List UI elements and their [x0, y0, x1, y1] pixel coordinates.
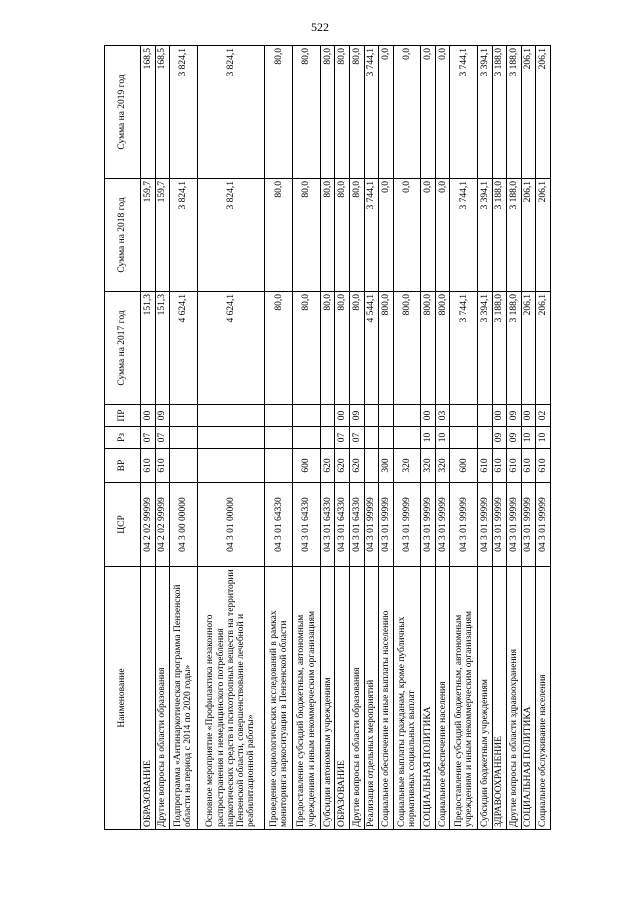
table-row	[492, 46, 507, 830]
cell-rz: 10	[435, 427, 450, 449]
cell-pr	[170, 405, 198, 427]
cell-sum-2019: 80,0	[265, 46, 293, 179]
cell-rz: 09	[507, 427, 522, 449]
table-row	[155, 46, 170, 830]
cell-name: Реализация отдельных мероприятий	[364, 567, 379, 830]
cell-name: Предоставление субсидий бюджетным, автономным учреждениям и иным некоммерческим организациям	[293, 567, 321, 830]
cell-pr: 00	[421, 405, 436, 427]
cell-sum-2019: 80,0	[320, 46, 335, 179]
cell-csr: 04 3 01 99999	[536, 483, 551, 567]
cell-sum-2019: 80,0	[335, 46, 350, 179]
cell-name: Предоставление субсидий бюджетным, автономным учреждениям и иным некоммерческим организациям	[450, 567, 478, 830]
cell-csr: 04 3 01 64330	[349, 483, 364, 567]
cell-csr: 04 3 01 64330	[320, 483, 335, 567]
cell-rz: 07	[155, 427, 170, 449]
cell-sum-2017: 80,0	[349, 292, 364, 405]
cell-pr: 02	[536, 405, 551, 427]
cell-vr: 620	[349, 449, 364, 483]
cell-sum-2017: 151,3	[155, 292, 170, 405]
table-row	[349, 46, 364, 830]
cell-rz	[265, 427, 293, 449]
cell-vr: 610	[536, 449, 551, 483]
cell-sum-2019: 168,5	[155, 46, 170, 179]
cell-sum-2018: 80,0	[265, 179, 293, 292]
cell-csr: 04 3 01 99999	[492, 483, 507, 567]
cell-sum-2017: 800,0	[393, 292, 421, 405]
cell-sum-2019: 3 394,1	[478, 46, 493, 179]
cell-sum-2017: 4 544,1	[364, 292, 379, 405]
cell-sum-2018: 159,7	[141, 179, 156, 292]
table-body	[141, 46, 551, 830]
cell-vr: 320	[393, 449, 421, 483]
table-row	[393, 46, 421, 830]
cell-sum-2018: 0,0	[421, 179, 436, 292]
cell-sum-2019: 3 824,1	[197, 46, 265, 179]
cell-vr: 300	[379, 449, 394, 483]
cell-sum-2018: 80,0	[320, 179, 335, 292]
cell-sum-2018: 80,0	[293, 179, 321, 292]
cell-sum-2017: 4 624,1	[197, 292, 265, 405]
table-row	[507, 46, 522, 830]
cell-vr: 320	[435, 449, 450, 483]
table-row	[141, 46, 156, 830]
cell-csr: 04 2 02 99999	[155, 483, 170, 567]
cell-sum-2018: 3 824,1	[170, 179, 198, 292]
table-header-row	[105, 46, 141, 830]
cell-name: Субсидии бюджетным учреждениям	[478, 567, 493, 830]
cell-rz: 10	[536, 427, 551, 449]
cell-csr: 04 2 02 99999	[141, 483, 156, 567]
cell-sum-2017: 3 188,0	[492, 292, 507, 405]
cell-sum-2019: 206,1	[521, 46, 536, 179]
cell-name: Субсидии автономным учреждениям	[320, 567, 335, 830]
cell-pr	[379, 405, 394, 427]
cell-rz	[170, 427, 198, 449]
cell-sum-2017: 800,0	[435, 292, 450, 405]
cell-pr: 03	[435, 405, 450, 427]
cell-vr: 600	[293, 449, 321, 483]
cell-pr: 00	[492, 405, 507, 427]
cell-vr	[197, 449, 265, 483]
cell-vr: 610	[507, 449, 522, 483]
cell-rz	[379, 427, 394, 449]
cell-sum-2018: 206,1	[521, 179, 536, 292]
cell-sum-2018: 206,1	[536, 179, 551, 292]
cell-name: СОЦИАЛЬНАЯ ПОЛИТИКА	[421, 567, 436, 830]
table-row	[197, 46, 265, 830]
cell-csr: 04 3 01 99999	[435, 483, 450, 567]
cell-pr: 09	[507, 405, 522, 427]
cell-rz	[364, 427, 379, 449]
cell-name: СОЦИАЛЬНАЯ ПОЛИТИКА	[521, 567, 536, 830]
cell-sum-2018: 3 744,1	[364, 179, 379, 292]
cell-pr	[450, 405, 478, 427]
cell-name: Социальное обслуживание населения	[536, 567, 551, 830]
cell-rz	[320, 427, 335, 449]
cell-vr	[170, 449, 198, 483]
cell-sum-2018: 0,0	[435, 179, 450, 292]
cell-name: Подпрограмма «Антинаркотическая программа Пензенской области на период с 2014 по 2020 годы»	[170, 567, 198, 830]
cell-sum-2017: 800,0	[379, 292, 394, 405]
cell-vr: 320	[421, 449, 436, 483]
cell-rz: 09	[492, 427, 507, 449]
cell-sum-2017: 3 744,1	[450, 292, 478, 405]
cell-csr: 04 3 01 99999	[421, 483, 436, 567]
cell-csr: 04 3 01 64330	[335, 483, 350, 567]
cell-vr: 610	[521, 449, 536, 483]
cell-rz: 10	[521, 427, 536, 449]
cell-sum-2018: 159,7	[155, 179, 170, 292]
cell-name: ОБРАЗОВАНИЕ	[141, 567, 156, 830]
header-name: Наименование	[105, 567, 141, 830]
cell-pr: 09	[155, 405, 170, 427]
cell-vr: 600	[450, 449, 478, 483]
cell-sum-2019: 0,0	[379, 46, 394, 179]
cell-name: ЗДРАВООХРАНЕНИЕ	[492, 567, 507, 830]
header-vr: ВР	[105, 449, 141, 483]
table-row	[364, 46, 379, 830]
cell-sum-2019: 3 188,0	[492, 46, 507, 179]
cell-csr: 04 3 01 99999	[379, 483, 394, 567]
cell-sum-2017: 80,0	[293, 292, 321, 405]
cell-sum-2019: 80,0	[349, 46, 364, 179]
cell-sum-2017: 3 394,1	[478, 292, 493, 405]
cell-sum-2018: 0,0	[393, 179, 421, 292]
cell-rz	[393, 427, 421, 449]
cell-csr: 04 3 01 99999	[507, 483, 522, 567]
cell-vr: 610	[478, 449, 493, 483]
cell-sum-2018: 3 188,0	[507, 179, 522, 292]
cell-sum-2018: 80,0	[335, 179, 350, 292]
table-row	[478, 46, 493, 830]
cell-sum-2019: 0,0	[435, 46, 450, 179]
table-row	[450, 46, 478, 830]
cell-name: Основное мероприятие «Профилактика незаконного распространения и немедицинского потребления наркотических средств и психотропных веществ на территории Пензенской области, совершенствование лечебной и реабилитационной работы»	[197, 567, 265, 830]
cell-csr: 04 3 01 00000	[197, 483, 265, 567]
cell-sum-2017: 206,1	[521, 292, 536, 405]
cell-sum-2019: 3 744,1	[364, 46, 379, 179]
cell-sum-2019: 3 744,1	[450, 46, 478, 179]
cell-sum-2019: 80,0	[293, 46, 321, 179]
cell-csr: 04 3 01 64330	[293, 483, 321, 567]
cell-rz: 07	[141, 427, 156, 449]
cell-sum-2019: 206,1	[536, 46, 551, 179]
header-rz: Рз	[105, 427, 141, 449]
cell-sum-2019: 3 824,1	[170, 46, 198, 179]
table-row	[536, 46, 551, 830]
cell-name: ОБРАЗОВАНИЕ	[335, 567, 350, 830]
header-sum-2019: Сумма на 2019 год	[105, 46, 141, 179]
cell-sum-2018: 3 188,0	[492, 179, 507, 292]
cell-csr: 04 3 01 99999	[521, 483, 536, 567]
table-row	[379, 46, 394, 830]
table-row	[293, 46, 321, 830]
cell-rz	[478, 427, 493, 449]
cell-sum-2017: 80,0	[265, 292, 293, 405]
cell-vr: 620	[335, 449, 350, 483]
cell-pr	[393, 405, 421, 427]
cell-sum-2017: 206,1	[536, 292, 551, 405]
cell-vr	[265, 449, 293, 483]
cell-vr: 610	[141, 449, 156, 483]
header-sum-2017: Сумма на 2017 год	[105, 292, 141, 405]
cell-sum-2017: 80,0	[320, 292, 335, 405]
table-row	[335, 46, 350, 830]
cell-csr: 04 3 00 00000	[170, 483, 198, 567]
cell-sum-2019: 168,5	[141, 46, 156, 179]
header-sum-2018: Сумма на 2018 год	[105, 179, 141, 292]
cell-sum-2018: 0,0	[379, 179, 394, 292]
cell-rz: 10	[421, 427, 436, 449]
table-row	[435, 46, 450, 830]
cell-csr: 04 3 01 64330	[265, 483, 293, 567]
cell-sum-2018: 80,0	[349, 179, 364, 292]
cell-sum-2019: 0,0	[393, 46, 421, 179]
cell-pr	[478, 405, 493, 427]
cell-pr	[265, 405, 293, 427]
cell-vr	[364, 449, 379, 483]
page-number: 522	[311, 20, 329, 34]
cell-vr: 610	[492, 449, 507, 483]
cell-sum-2019: 3 188,0	[507, 46, 522, 179]
cell-name: Другие вопросы в области образования	[155, 567, 170, 830]
table-row	[265, 46, 293, 830]
cell-sum-2018: 3 744,1	[450, 179, 478, 292]
cell-sum-2017: 800,0	[421, 292, 436, 405]
cell-sum-2017: 4 624,1	[170, 292, 198, 405]
cell-pr: 00	[141, 405, 156, 427]
cell-rz	[197, 427, 265, 449]
cell-rz: 07	[335, 427, 350, 449]
cell-sum-2018: 3 394,1	[478, 179, 493, 292]
cell-sum-2019: 0,0	[421, 46, 436, 179]
cell-sum-2018: 3 824,1	[197, 179, 265, 292]
cell-pr: 09	[349, 405, 364, 427]
table-row	[421, 46, 436, 830]
cell-rz: 07	[349, 427, 364, 449]
cell-sum-2017: 80,0	[335, 292, 350, 405]
cell-rz	[450, 427, 478, 449]
header-pr: ПР	[105, 405, 141, 427]
budget-table	[104, 45, 551, 830]
cell-rz	[293, 427, 321, 449]
cell-pr	[320, 405, 335, 427]
cell-sum-2017: 151,3	[141, 292, 156, 405]
header-csr: ЦСР	[105, 483, 141, 567]
table-row	[170, 46, 198, 830]
cell-name: Другие вопросы в области образования	[349, 567, 364, 830]
cell-csr: 04 3 01 99999	[478, 483, 493, 567]
cell-name: Социальное обеспечение населения	[435, 567, 450, 830]
cell-sum-2017: 3 188,0	[507, 292, 522, 405]
cell-name: Другие вопросы в области здравоохранения	[507, 567, 522, 830]
table-row	[521, 46, 536, 830]
cell-pr	[293, 405, 321, 427]
cell-pr	[197, 405, 265, 427]
cell-vr: 610	[155, 449, 170, 483]
cell-pr: 00	[521, 405, 536, 427]
cell-name: Социальное обеспечение и иные выплаты населению	[379, 567, 394, 830]
cell-pr: 00	[335, 405, 350, 427]
cell-name: Социальные выплаты гражданам, кроме публичных нормативных социальных выплат	[393, 567, 421, 830]
cell-csr: 04 3 01 99999	[450, 483, 478, 567]
cell-name: Проведение социологических исследований в рамках мониторинга наркоситуации в Пензенской области	[265, 567, 293, 830]
table-row	[320, 46, 335, 830]
cell-pr	[364, 405, 379, 427]
rotated-table-container	[104, 46, 551, 830]
cell-csr: 04 3 01 99999	[364, 483, 379, 567]
cell-csr: 04 3 01 99999	[393, 483, 421, 567]
cell-vr: 620	[320, 449, 335, 483]
